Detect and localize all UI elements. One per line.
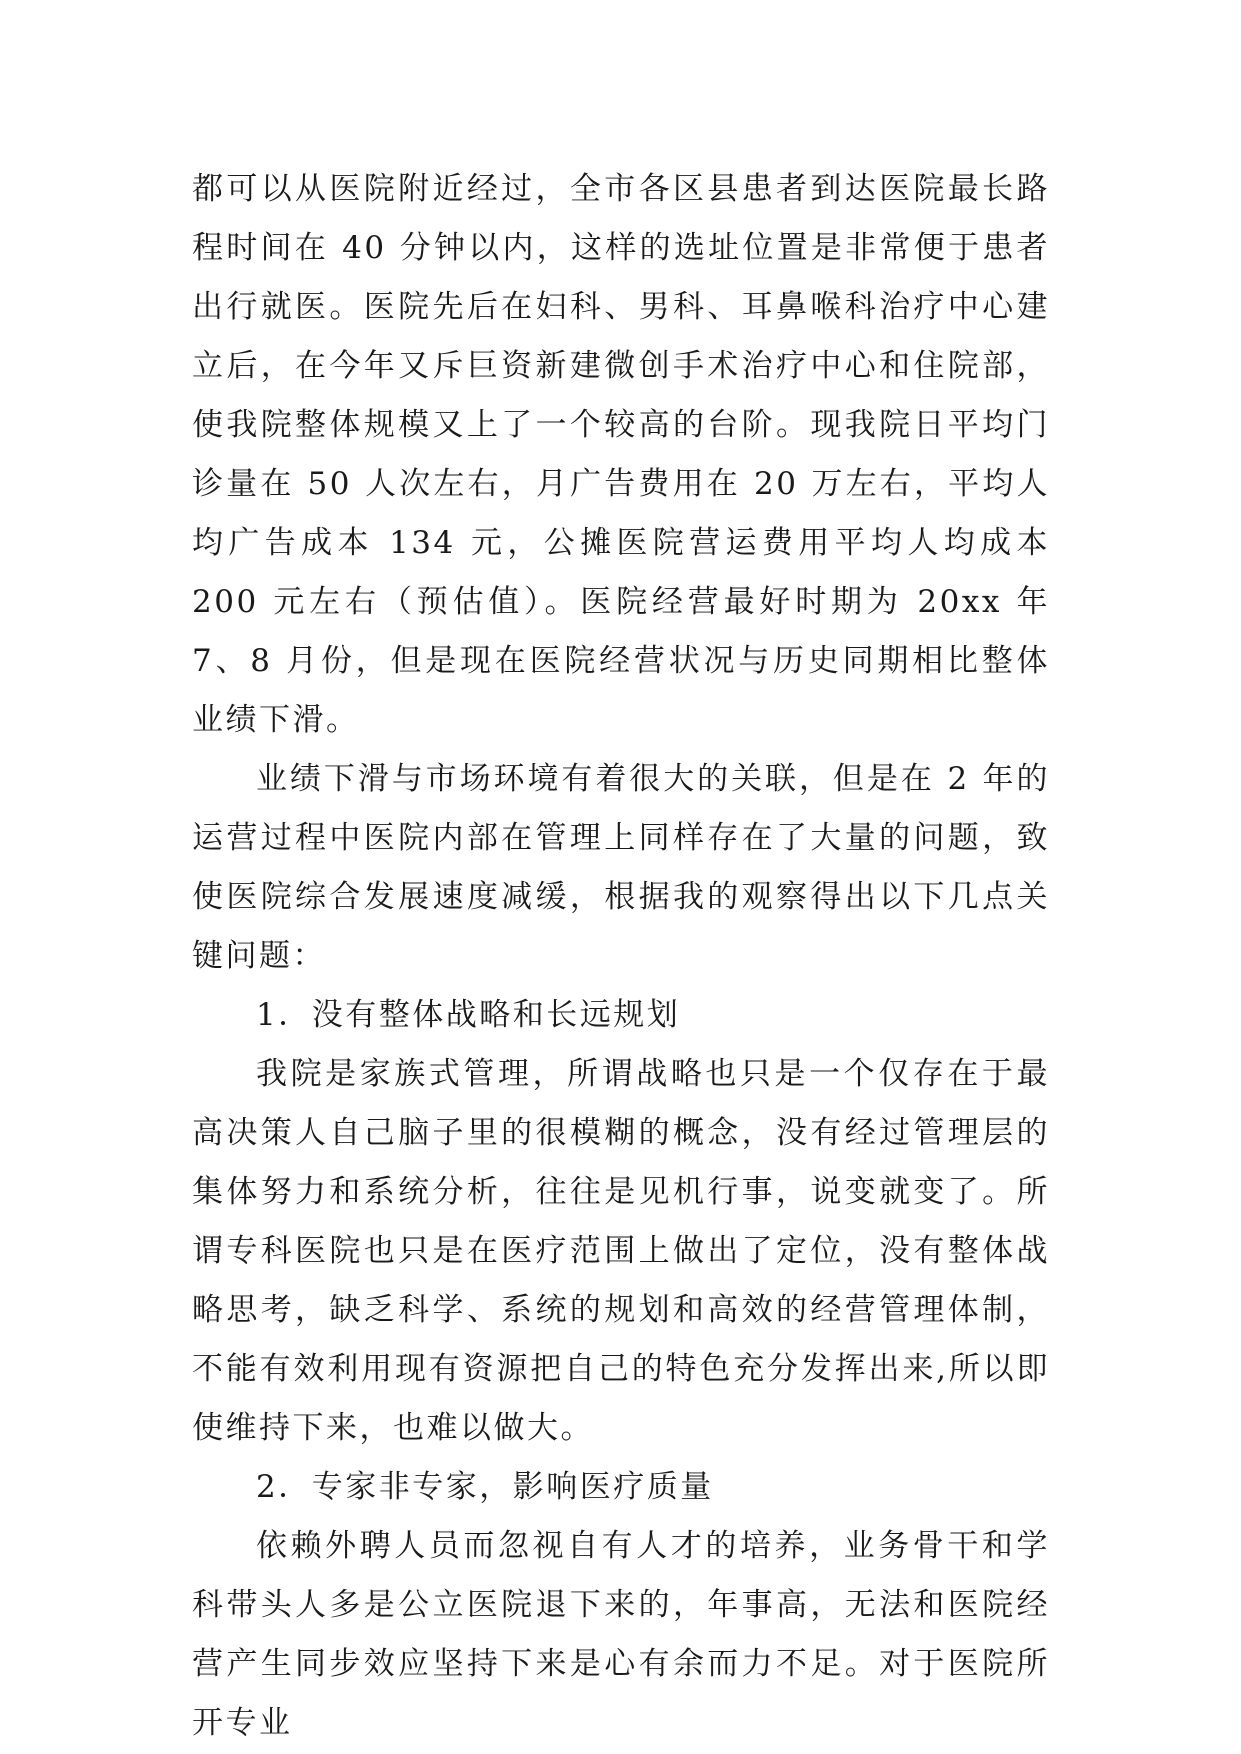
paragraph-experts: 依赖外聘人员而忽视自有人才的培养，业务骨干和学科带头人多是公立医院退下来的，年事高，无法和医院经营产生同步效应坚持下来是心有余而力不足。对于医院所开专业 [192,1528,1050,1741]
heading-experts: 2．专家非专家，影响医疗质量 [256,1469,714,1505]
paragraph-continued: 都可以从医院附近经过，全市各区县患者到达医院最长路程时间在 40 分钟以内，这样的选址位置是非常便于患者出行就医。医院先后在妇科、男科、耳鼻喉科治疗中心建立后，在今年又斥巨资新建微创手术治疗中心和住院部，使我院整体规模又上了一个较高的台阶。现我院日平均门诊量在 50 人次左右，月广告费用在 20 万左右，平均人均广告成本 134 元，公摊医院营运费用平均人均成本 200 元左右（预估值）。医院经营最好时期为 20xx 年 7、8 月份，但是现在医院经营状况与历史同期相比整体业绩下滑。 [192,171,1050,738]
heading-strategy: 1．没有整体战略和长远规划 [256,997,681,1033]
paragraph-performance-decline: 业绩下滑与市场环境有着很大的关联，但是在 2 年的运营过程中医院内部在管理上同样存在了大量的问题，致使医院综合发展速度减缓，根据我的观察得出以下几点关键问题： [192,761,1050,974]
document-body [192,160,1050,1753]
paragraph-strategy: 我院是家族式管理，所谓战略也只是一个仅存在于最高决策人自己脑子里的很模糊的概念，没有经过管理层的集体努力和系统分析，往往是见机行事，说变就变了。所谓专科医院也只是在医疗范围上做出了定位，没有整体战略思考，缺乏科学、系统的规划和高效的经营管理体制，不能有效利用现有资源把自己的特色充分发挥出来,所以即使维持下来，也难以做大。 [192,1056,1050,1446]
